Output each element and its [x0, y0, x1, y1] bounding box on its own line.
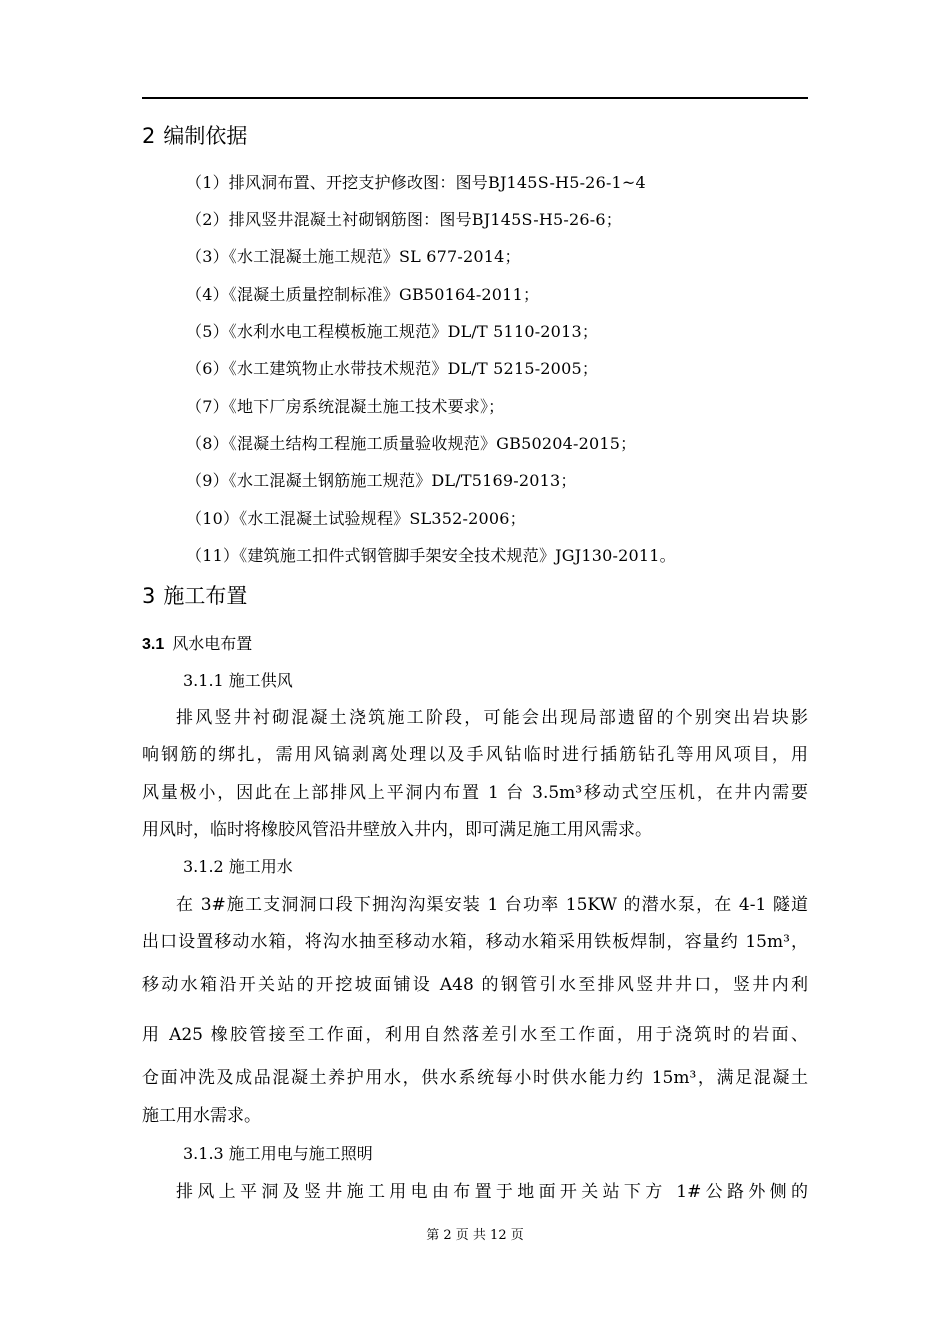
section-2-heading — [142, 122, 247, 150]
section-2-number: 2 — [142, 124, 156, 148]
paragraph-line: 移动水箱沿开关站的开挖坡面铺设 A48 的钢管引水至排风竖井井口，竖井内利 — [142, 975, 808, 995]
section-3-number: 3 — [142, 584, 156, 608]
header-rule — [142, 97, 808, 99]
paragraph-line: 响钢筋的绑扎，需用风镐剥离处理以及手风钻临时进行插筋钻孔等用风项目，用 — [142, 745, 808, 765]
subsection-3-1-heading — [142, 632, 252, 657]
reference-item: （11）《建筑施工扣件式钢管脚手架安全技术规范》JGJ130-2011。 — [186, 546, 676, 565]
reference-item: （4）《混凝土质量控制标准》GB50164-2011； — [186, 285, 540, 304]
subsection-3-1-title: 风水电布置 — [172, 634, 253, 653]
section-3-title: 施工布置 — [163, 584, 248, 608]
paragraph-line: 排风上平洞及竖井施工用电由布置于地面开关站下方 1#公路外侧的 — [176, 1182, 808, 1202]
subsection-3-1-number: 3.1 — [142, 636, 165, 653]
reference-item: （10）《水工混凝土试验规程》SL352-2006； — [186, 509, 526, 528]
reference-item: （9）《水工混凝土钢筋施工规范》DL/T5169-2013； — [186, 471, 577, 490]
paragraph-line: 排风竖井衬砌混凝土浇筑施工阶段，可能会出现局部遗留的个别突出岩块影 — [176, 708, 808, 728]
paragraph-line: 在 3#施工支洞洞口段下拥沟沟渠安装 1 台功率 15KW 的潜水泵，在 4-1 隧道 — [176, 895, 808, 915]
heading-water-supply: 3.1.2 施工用水 — [183, 857, 293, 876]
paragraph-line: 用风时，临时将橡胶风管沿井壁放入井内，即可满足施工用风需求。 — [142, 820, 652, 840]
paragraph-line: 风量极小，因此在上部排风上平洞内布置 1 台 3.5m³移动式空压机，在井内需要 — [142, 783, 808, 803]
heading-power-lighting: 3.1.3 施工用电与施工照明 — [183, 1144, 373, 1163]
section-2-title: 编制依据 — [163, 124, 248, 148]
section-3-heading — [142, 582, 247, 610]
reference-item: （1）排风洞布置、开挖支护修改图：图号BJ145S-H5-26-1~4 — [186, 173, 646, 192]
paragraph-line: 出口设置移动水箱，将沟水抽至移动水箱，移动水箱采用铁板焊制，容量约 15m³， — [142, 932, 808, 952]
heading-air-supply: 3.1.1 施工供风 — [183, 671, 293, 690]
reference-item: （7）《地下厂房系统混凝土施工技术要求》； — [186, 397, 505, 416]
page-footer: 第 2 页 共 12 页 — [426, 1228, 524, 1243]
reference-item: （6）《水工建筑物止水带技术规范》DL/T 5215-2005； — [186, 359, 599, 378]
reference-item: （2）排风竖井混凝土衬砌钢筋图：图号BJ145S-H5-26-6； — [186, 210, 622, 229]
paragraph-line: 仓面冲洗及成品混凝土养护用水，供水系统每小时供水能力约 15m³，满足混凝土 — [142, 1068, 808, 1088]
reference-item: （5）《水利水电工程模板施工规范》DL/T 5110-2013； — [186, 322, 599, 341]
reference-item: （8）《混凝土结构工程施工质量验收规范》GB50204-2015； — [186, 434, 637, 453]
paragraph-line: 施工用水需求。 — [142, 1106, 261, 1126]
reference-item: （3）《水工混凝土施工规范》SL 677-2014； — [186, 247, 521, 266]
paragraph-line: 用 A25 橡胶管接至工作面，利用自然落差引水至工作面，用于浇筑时的岩面、 — [142, 1025, 808, 1045]
